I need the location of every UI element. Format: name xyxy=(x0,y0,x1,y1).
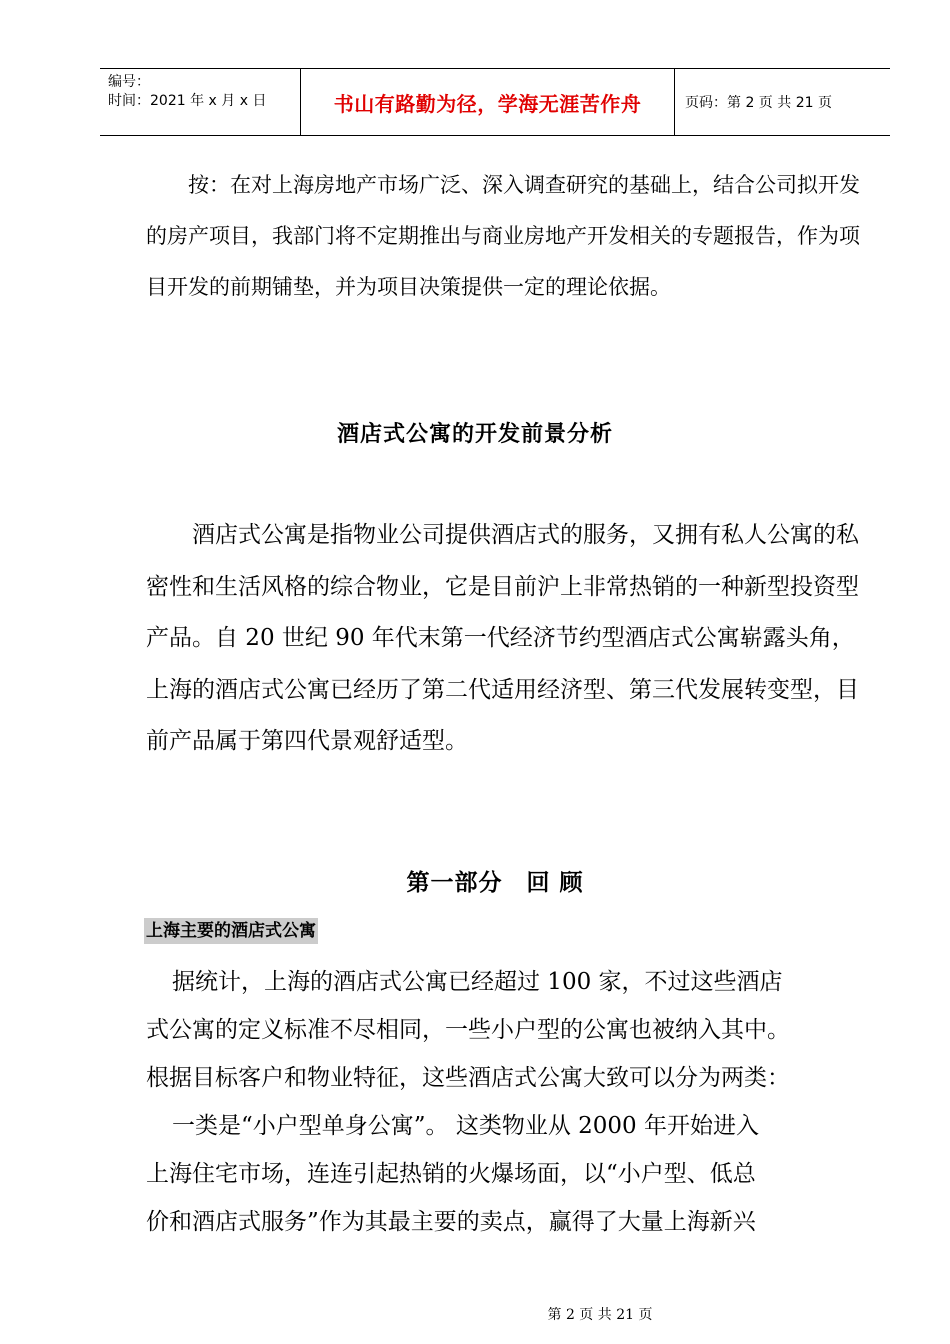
intro-paragraph: 按：在对上海房地产市场广泛、深入调查研究的基础上，结合公司拟开发的房产项目，我部门将不定期推出与商业房地产开发相关的专题报告，作为项目开发的前期铺垫，并为项目决策提供一定的理论依据。 xyxy=(146,173,860,299)
header-meta xyxy=(100,69,301,135)
paragraph-definition: 酒店式公寓是指物业公司提供酒店式的服务，又拥有私人公寓的私密性和生活风格的综合物业，它是目前沪上非常热销的一种新型投资型产品。自 20 世纪 90 年代末第一代经济节约型酒店式公寓崭露头角，上海的酒店式公寓已经历了第二代适用经济型、第三代发展转变型，目前产品属于第四代景观舒适型。 xyxy=(146,522,859,754)
section-subheading: 上海主要的酒店式公寓 xyxy=(144,918,318,944)
text-line: 一类是“小户型单身公寓”。 这类物业从 2000 年开始进入 xyxy=(172,1113,759,1139)
text-line: 式公寓的定义标准不尽相同，一些小户型的公寓也被纳入其中。 xyxy=(146,1017,790,1043)
part-title: 第一部分 回 顾 xyxy=(406,870,584,896)
text-line: 价和酒店式服务”作为其最主要的卖点，赢得了大量上海新兴 xyxy=(146,1209,756,1235)
header-page-code: 页码：第 2 页 共 21 页 xyxy=(685,95,832,111)
text-line: 根据目标客户和物业特征，这些酒店式公寓大致可以分为两类： xyxy=(146,1065,790,1091)
header-motto: 书山有路勤为径，学海无涯苦作舟 xyxy=(301,69,675,135)
number-label: 编号： xyxy=(108,74,150,90)
paragraph-statistics xyxy=(146,958,876,1246)
text-line: 据统计，上海的酒店式公寓已经超过 100 家，不过这些酒店 xyxy=(172,969,783,995)
text-line: 上海住宅市场，连连引起热销的火爆场面，以“小户型、低总 xyxy=(146,1161,756,1187)
time-label: 时间：2021 年 x 月 x 日 xyxy=(108,93,267,109)
article-title: 酒店式公寓的开发前景分析 xyxy=(336,421,613,447)
document-header xyxy=(100,68,890,136)
page-footer: 第 2 页 共 21 页 xyxy=(547,1307,653,1323)
